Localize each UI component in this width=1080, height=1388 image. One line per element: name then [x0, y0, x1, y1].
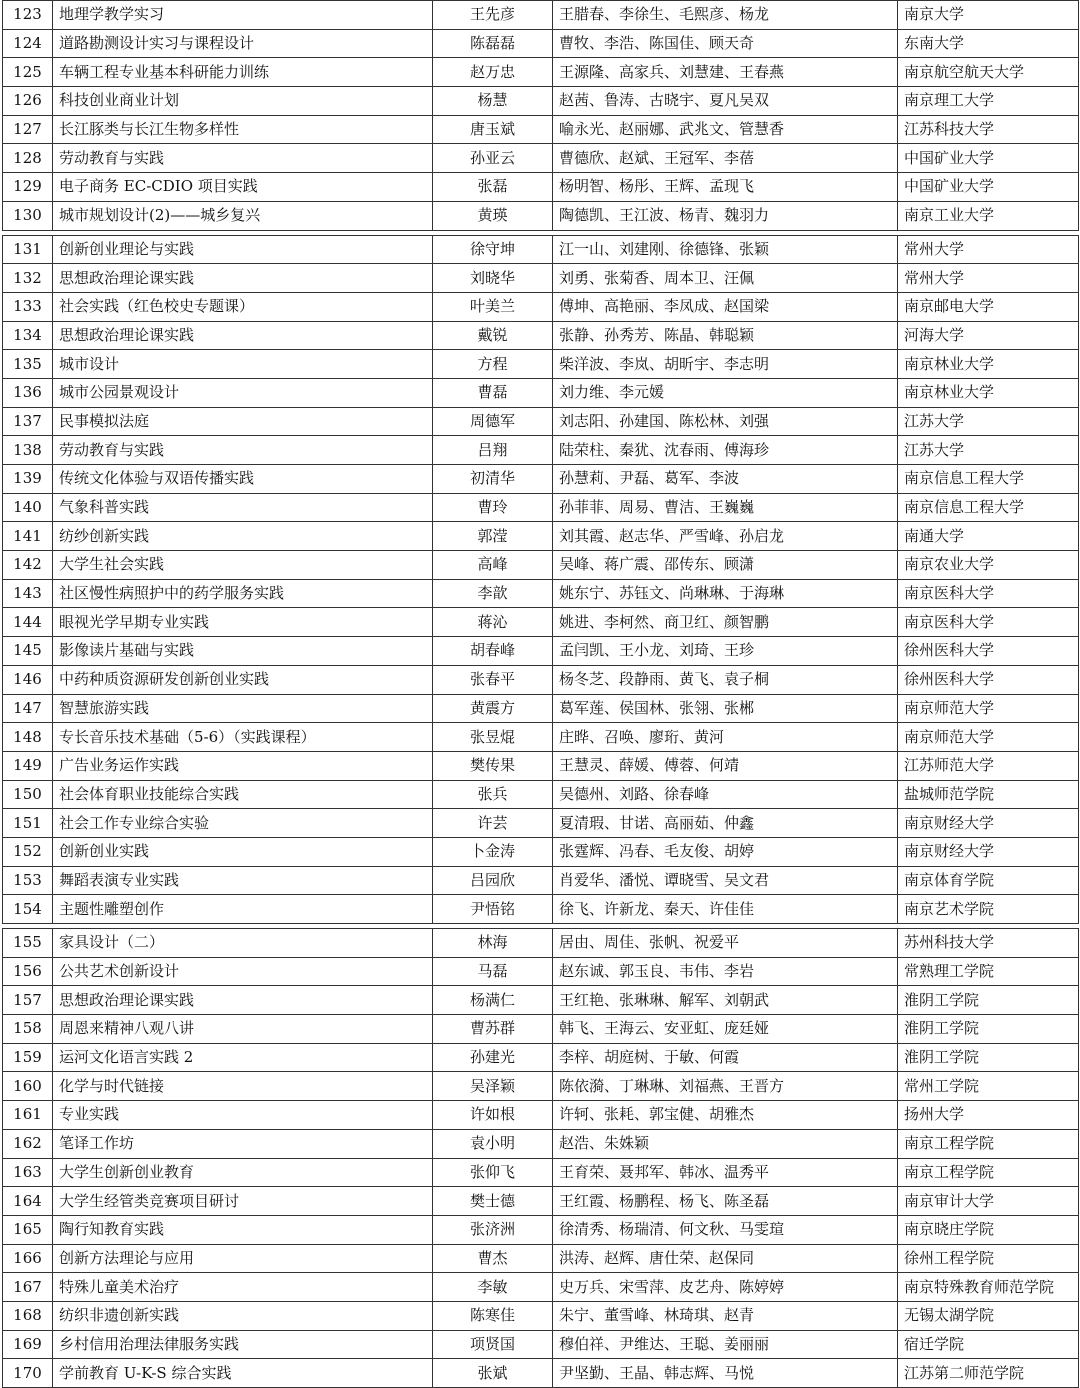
school-name: 南京大学 [898, 1, 1079, 30]
table-row [3, 292, 1079, 321]
row-number: 123 [3, 1, 53, 30]
course-name: 车辆工程专业基本科研能力训练 [53, 58, 433, 87]
school-name: 南京理工大学 [898, 87, 1079, 116]
team-members: 王红霞、杨鹏程、杨飞、陈圣磊 [553, 1187, 898, 1216]
row-number: 125 [3, 58, 53, 87]
leader-name: 王先彦 [433, 1, 553, 30]
team-members: 杨明智、杨彤、王辉、孟现飞 [553, 173, 898, 202]
table-row [3, 1215, 1079, 1244]
course-name: 舞蹈表演专业实践 [53, 866, 433, 895]
course-name: 影像读片基础与实践 [53, 637, 433, 666]
course-name: 专长音乐技术基础（5-6）（实践课程） [53, 723, 433, 752]
course-name: 眼视光学早期专业实践 [53, 608, 433, 637]
course-table-block [2, 235, 1079, 925]
course-name: 创新方法理论与应用 [53, 1244, 433, 1273]
team-members: 许轲、张耗、郭宝健、胡雅杰 [553, 1101, 898, 1130]
table-row [3, 173, 1079, 202]
leader-name: 曹杰 [433, 1244, 553, 1273]
row-number: 169 [3, 1330, 53, 1359]
leader-name: 戴锐 [433, 321, 553, 350]
course-name: 学前教育 U-K-S 综合实践 [53, 1359, 433, 1388]
table-row [3, 1129, 1079, 1158]
school-name: 南京林业大学 [898, 350, 1079, 379]
school-name: 常州工学院 [898, 1072, 1079, 1101]
course-name: 传统文化体验与双语传播实践 [53, 465, 433, 494]
course-name: 主题性雕塑创作 [53, 895, 433, 924]
row-number: 170 [3, 1359, 53, 1388]
row-number: 139 [3, 465, 53, 494]
row-number: 157 [3, 986, 53, 1015]
table-row [3, 1, 1079, 30]
row-number: 127 [3, 115, 53, 144]
course-name: 民事模拟法庭 [53, 407, 433, 436]
school-name: 常州大学 [898, 264, 1079, 293]
school-name: 东南大学 [898, 29, 1079, 58]
course-name: 大学生创新创业教育 [53, 1158, 433, 1187]
team-members: 赵浩、朱姝颖 [553, 1129, 898, 1158]
table-row [3, 87, 1079, 116]
row-number: 156 [3, 957, 53, 986]
leader-name: 方程 [433, 350, 553, 379]
team-members: 刘其霞、赵志华、严雪峰、孙启龙 [553, 522, 898, 551]
course-name: 公共艺术创新设计 [53, 957, 433, 986]
team-members: 孙菲菲、周易、曹洁、王巍巍 [553, 493, 898, 522]
table-row [3, 321, 1079, 350]
team-members: 姚进、李柯然、商卫红、颜智鹏 [553, 608, 898, 637]
row-number: 161 [3, 1101, 53, 1130]
course-name: 运河文化语言实践 2 [53, 1043, 433, 1072]
course-name: 乡村信用治理法律服务实践 [53, 1330, 433, 1359]
school-name: 南京信息工程大学 [898, 493, 1079, 522]
row-number: 150 [3, 780, 53, 809]
leader-name: 周德军 [433, 407, 553, 436]
table-row [3, 579, 1079, 608]
row-number: 168 [3, 1301, 53, 1330]
table-row [3, 809, 1079, 838]
school-name: 中国矿业大学 [898, 173, 1079, 202]
leader-name: 樊传果 [433, 751, 553, 780]
school-name: 南京林业大学 [898, 378, 1079, 407]
leader-name: 许如根 [433, 1101, 553, 1130]
team-members: 穆伯祥、尹维达、王聪、姜丽丽 [553, 1330, 898, 1359]
table-row [3, 1101, 1079, 1130]
table-row [3, 436, 1079, 465]
course-name: 大学生社会实践 [53, 551, 433, 580]
school-name: 南京工程学院 [898, 1129, 1079, 1158]
table-row [3, 608, 1079, 637]
school-name: 盐城师范学院 [898, 780, 1079, 809]
team-members: 刘志阳、孙建国、陈松林、刘强 [553, 407, 898, 436]
school-name: 南京农业大学 [898, 551, 1079, 580]
team-members: 夏清瑕、甘诺、高丽茹、仲鑫 [553, 809, 898, 838]
team-members: 史万兵、宋雪萍、皮艺舟、陈婷婷 [553, 1273, 898, 1302]
table-row [3, 929, 1079, 958]
school-name: 常熟理工学院 [898, 957, 1079, 986]
course-name: 城市公园景观设计 [53, 378, 433, 407]
school-name: 南京艺术学院 [898, 895, 1079, 924]
row-number: 138 [3, 436, 53, 465]
leader-name: 黄瑛 [433, 201, 553, 230]
team-members: 尹坚勤、王晶、韩志辉、马悦 [553, 1359, 898, 1388]
school-name: 南京特殊教育师范学院 [898, 1273, 1079, 1302]
table-row [3, 665, 1079, 694]
school-name: 南京航空航天大学 [898, 58, 1079, 87]
row-number: 146 [3, 665, 53, 694]
team-members: 韩飞、王海云、安亚虹、庞廷娅 [553, 1015, 898, 1044]
row-number: 134 [3, 321, 53, 350]
row-number: 141 [3, 522, 53, 551]
table-row [3, 1072, 1079, 1101]
school-name: 淮阴工学院 [898, 1043, 1079, 1072]
school-name: 中国矿业大学 [898, 144, 1079, 173]
course-name: 化学与时代链接 [53, 1072, 433, 1101]
course-name: 气象科普实践 [53, 493, 433, 522]
school-name: 宿迁学院 [898, 1330, 1079, 1359]
team-members: 刘勇、张菊香、周本卫、汪佩 [553, 264, 898, 293]
row-number: 162 [3, 1129, 53, 1158]
table-row [3, 378, 1079, 407]
school-name: 江苏第二师范学院 [898, 1359, 1079, 1388]
leader-name: 曹玲 [433, 493, 553, 522]
leader-name: 叶美兰 [433, 292, 553, 321]
course-name: 陶行知教育实践 [53, 1215, 433, 1244]
team-members: 陆荣柱、秦犹、沈春雨、傅海珍 [553, 436, 898, 465]
row-number: 140 [3, 493, 53, 522]
row-number: 142 [3, 551, 53, 580]
leader-name: 张磊 [433, 173, 553, 202]
table-row [3, 780, 1079, 809]
school-name: 南京邮电大学 [898, 292, 1079, 321]
row-number: 151 [3, 809, 53, 838]
team-members: 张霆辉、冯春、毛友俊、胡婷 [553, 837, 898, 866]
table-row [3, 350, 1079, 379]
row-number: 136 [3, 378, 53, 407]
table-row [3, 551, 1079, 580]
school-name: 江苏大学 [898, 407, 1079, 436]
course-name: 长江豚类与长江生物多样性 [53, 115, 433, 144]
school-name: 江苏科技大学 [898, 115, 1079, 144]
table-row [3, 407, 1079, 436]
course-name: 思想政治理论课实践 [53, 321, 433, 350]
leader-name: 赵万忠 [433, 58, 553, 87]
row-number: 128 [3, 144, 53, 173]
school-name: 南京财经大学 [898, 837, 1079, 866]
leader-name: 孙亚云 [433, 144, 553, 173]
row-number: 166 [3, 1244, 53, 1273]
course-name: 城市规划设计(2)——城乡复兴 [53, 201, 433, 230]
leader-name: 孙建光 [433, 1043, 553, 1072]
leader-name: 张济洲 [433, 1215, 553, 1244]
school-name: 南京工程学院 [898, 1158, 1079, 1187]
row-number: 159 [3, 1043, 53, 1072]
school-name: 南京体育学院 [898, 866, 1079, 895]
course-name: 劳动教育与实践 [53, 436, 433, 465]
course-name: 社会体育职业技能综合实践 [53, 780, 433, 809]
team-members: 吴德州、刘路、徐春峰 [553, 780, 898, 809]
school-name: 南京医科大学 [898, 579, 1079, 608]
row-number: 154 [3, 895, 53, 924]
team-members: 张静、孙秀芳、陈晶、韩聪颖 [553, 321, 898, 350]
team-members: 吴峰、蒋广震、邵传东、顾潇 [553, 551, 898, 580]
team-members: 葛军莲、侯国林、张翎、张郴 [553, 694, 898, 723]
table-row [3, 235, 1079, 264]
school-name: 常州大学 [898, 235, 1079, 264]
row-number: 148 [3, 723, 53, 752]
team-members: 洪涛、赵辉、唐仕荣、赵保同 [553, 1244, 898, 1273]
team-members: 刘力维、李元媛 [553, 378, 898, 407]
leader-name: 李敏 [433, 1273, 553, 1302]
team-members: 曹德欣、赵斌、王冠军、李蓓 [553, 144, 898, 173]
table-row [3, 1301, 1079, 1330]
row-number: 137 [3, 407, 53, 436]
course-name: 纺织非遗创新实践 [53, 1301, 433, 1330]
team-members: 柴洋波、李岚、胡昕宇、李志明 [553, 350, 898, 379]
team-members: 王红艳、张琳琳、解军、刘朝武 [553, 986, 898, 1015]
school-name: 苏州科技大学 [898, 929, 1079, 958]
row-number: 135 [3, 350, 53, 379]
table-row [3, 1359, 1079, 1388]
school-name: 南京师范大学 [898, 694, 1079, 723]
table-row [3, 637, 1079, 666]
team-members: 朱宁、董雪峰、林琦琪、赵青 [553, 1301, 898, 1330]
row-number: 165 [3, 1215, 53, 1244]
row-number: 149 [3, 751, 53, 780]
course-name: 城市设计 [53, 350, 433, 379]
team-members: 陈依漪、丁琳琳、刘福燕、王晋方 [553, 1072, 898, 1101]
course-name: 电子商务 EC-CDIO 项目实践 [53, 173, 433, 202]
leader-name: 黄震方 [433, 694, 553, 723]
school-name: 南京晓庄学院 [898, 1215, 1079, 1244]
course-name: 社区慢性病照护中的药学服务实践 [53, 579, 433, 608]
course-name: 思想政治理论课实践 [53, 264, 433, 293]
row-number: 163 [3, 1158, 53, 1187]
team-members: 江一山、刘建刚、徐德锋、张颖 [553, 235, 898, 264]
course-name: 大学生经管类竞赛项目研讨 [53, 1187, 433, 1216]
school-name: 淮阴工学院 [898, 1015, 1079, 1044]
table-row [3, 465, 1079, 494]
school-name: 南京工业大学 [898, 201, 1079, 230]
team-members: 赵东诚、郭玉良、韦伟、李岩 [553, 957, 898, 986]
leader-name: 张兵 [433, 780, 553, 809]
team-members: 王腊春、李徐生、毛熙彦、杨龙 [553, 1, 898, 30]
leader-name: 郭滢 [433, 522, 553, 551]
table-row [3, 694, 1079, 723]
table-row [3, 1244, 1079, 1273]
course-name: 中药种质资源研发创新创业实践 [53, 665, 433, 694]
team-members: 杨冬芝、段静雨、黄飞、袁子桐 [553, 665, 898, 694]
row-number: 152 [3, 837, 53, 866]
team-members: 王源隆、高家兵、刘慧建、王春燕 [553, 58, 898, 87]
course-name: 道路勘测设计实习与课程设计 [53, 29, 433, 58]
row-number: 155 [3, 929, 53, 958]
leader-name: 卜金涛 [433, 837, 553, 866]
course-name: 社会实践（红色校史专题课） [53, 292, 433, 321]
row-number: 158 [3, 1015, 53, 1044]
course-name: 社会工作专业综合实验 [53, 809, 433, 838]
team-members: 孟闫凯、王小龙、刘琦、王珍 [553, 637, 898, 666]
team-members: 李梓、胡庭树、于敏、何霞 [553, 1043, 898, 1072]
leader-name: 许芸 [433, 809, 553, 838]
school-name: 淮阴工学院 [898, 986, 1079, 1015]
leader-name: 樊士德 [433, 1187, 553, 1216]
leader-name: 张斌 [433, 1359, 553, 1388]
leader-name: 杨慧 [433, 87, 553, 116]
row-number: 129 [3, 173, 53, 202]
school-name: 南京财经大学 [898, 809, 1079, 838]
course-name: 特殊儿童美术治疗 [53, 1273, 433, 1302]
leader-name: 林海 [433, 929, 553, 958]
leader-name: 高峰 [433, 551, 553, 580]
leader-name: 胡春峰 [433, 637, 553, 666]
table-row [3, 957, 1079, 986]
school-name: 南京师范大学 [898, 723, 1079, 752]
leader-name: 曹磊 [433, 378, 553, 407]
leader-name: 张仰飞 [433, 1158, 553, 1187]
school-name: 南京信息工程大学 [898, 465, 1079, 494]
team-members: 孙慧莉、尹磊、葛军、李波 [553, 465, 898, 494]
team-members: 肖爱华、潘悦、谭晓雪、吴文君 [553, 866, 898, 895]
row-number: 124 [3, 29, 53, 58]
table-row [3, 493, 1079, 522]
team-members: 曹牧、李浩、陈国佳、顾天奇 [553, 29, 898, 58]
school-name: 南京审计大学 [898, 1187, 1079, 1216]
course-name: 创新创业实践 [53, 837, 433, 866]
row-number: 147 [3, 694, 53, 723]
table-row [3, 144, 1079, 173]
leader-name: 刘晓华 [433, 264, 553, 293]
leader-name: 吴泽颖 [433, 1072, 553, 1101]
table-row [3, 837, 1079, 866]
table-row [3, 522, 1079, 551]
table-row [3, 1273, 1079, 1302]
course-name: 劳动教育与实践 [53, 144, 433, 173]
row-number: 164 [3, 1187, 53, 1216]
course-table-block [2, 928, 1079, 1388]
table-row [3, 1043, 1079, 1072]
leader-name: 吕园欣 [433, 866, 553, 895]
row-number: 131 [3, 235, 53, 264]
leader-name: 唐玉斌 [433, 115, 553, 144]
course-name: 广告业务运作实践 [53, 751, 433, 780]
table-row [3, 29, 1079, 58]
leader-name: 杨满仁 [433, 986, 553, 1015]
row-number: 145 [3, 637, 53, 666]
course-name: 思想政治理论课实践 [53, 986, 433, 1015]
leader-name: 马磊 [433, 957, 553, 986]
course-name: 纺纱创新实践 [53, 522, 433, 551]
table-row [3, 1330, 1079, 1359]
team-members: 姚东宁、苏钰文、尚琳琳、于海琳 [553, 579, 898, 608]
team-members: 徐清秀、杨瑞清、何文秋、马雯瑄 [553, 1215, 898, 1244]
leader-name: 陈磊磊 [433, 29, 553, 58]
course-name: 地理学教学实习 [53, 1, 433, 30]
table-row [3, 201, 1079, 230]
course-table-block [2, 0, 1079, 231]
row-number: 160 [3, 1072, 53, 1101]
row-number: 133 [3, 292, 53, 321]
row-number: 130 [3, 201, 53, 230]
school-name: 江苏师范大学 [898, 751, 1079, 780]
table-row [3, 264, 1079, 293]
course-name: 笔译工作坊 [53, 1129, 433, 1158]
table-row [3, 723, 1079, 752]
table-row [3, 986, 1079, 1015]
school-name: 南通大学 [898, 522, 1079, 551]
course-name: 家具设计（二） [53, 929, 433, 958]
leader-name: 尹悟铭 [433, 895, 553, 924]
team-members: 居由、周佳、张帆、祝爱平 [553, 929, 898, 958]
school-name: 徐州医科大学 [898, 637, 1079, 666]
school-name: 江苏大学 [898, 436, 1079, 465]
team-members: 喻永光、赵丽娜、武兆文、管慧香 [553, 115, 898, 144]
leader-name: 吕翔 [433, 436, 553, 465]
team-members: 赵茜、鲁涛、古晓宇、夏凡吴双 [553, 87, 898, 116]
leader-name: 项贤国 [433, 1330, 553, 1359]
row-number: 143 [3, 579, 53, 608]
team-members: 傅坤、高艳丽、李凤成、赵国梁 [553, 292, 898, 321]
table-row [3, 58, 1079, 87]
table-row [3, 866, 1079, 895]
school-name: 徐州工程学院 [898, 1244, 1079, 1273]
course-name: 专业实践 [53, 1101, 433, 1130]
leader-name: 曹苏群 [433, 1015, 553, 1044]
leader-name: 蒋沁 [433, 608, 553, 637]
row-number: 153 [3, 866, 53, 895]
course-name: 周恩来精神八观八讲 [53, 1015, 433, 1044]
row-number: 144 [3, 608, 53, 637]
row-number: 126 [3, 87, 53, 116]
school-name: 河海大学 [898, 321, 1079, 350]
leader-name: 张春平 [433, 665, 553, 694]
school-name: 南京医科大学 [898, 608, 1079, 637]
leader-name: 张昱焜 [433, 723, 553, 752]
team-members: 陶德凯、王江波、杨青、魏羽力 [553, 201, 898, 230]
table-row [3, 1187, 1079, 1216]
leader-name: 陈寒佳 [433, 1301, 553, 1330]
table-row [3, 1015, 1079, 1044]
row-number: 132 [3, 264, 53, 293]
course-name: 智慧旅游实践 [53, 694, 433, 723]
school-name: 徐州医科大学 [898, 665, 1079, 694]
team-members: 王慧灵、薛媛、傅蓉、何靖 [553, 751, 898, 780]
leader-name: 初清华 [433, 465, 553, 494]
team-members: 王育荣、聂邦军、韩冰、温秀平 [553, 1158, 898, 1187]
school-name: 无锡太湖学院 [898, 1301, 1079, 1330]
course-name: 科技创业商业计划 [53, 87, 433, 116]
table-row [3, 895, 1079, 924]
leader-name: 袁小明 [433, 1129, 553, 1158]
leader-name: 李歆 [433, 579, 553, 608]
table-row [3, 1158, 1079, 1187]
row-number: 167 [3, 1273, 53, 1302]
table-row [3, 751, 1079, 780]
team-members: 庄晔、召唤、廖珩、黄河 [553, 723, 898, 752]
team-members: 徐飞、许新龙、秦天、许佳佳 [553, 895, 898, 924]
leader-name: 徐守坤 [433, 235, 553, 264]
table-row [3, 115, 1079, 144]
course-name: 创新创业理论与实践 [53, 235, 433, 264]
school-name: 扬州大学 [898, 1101, 1079, 1130]
